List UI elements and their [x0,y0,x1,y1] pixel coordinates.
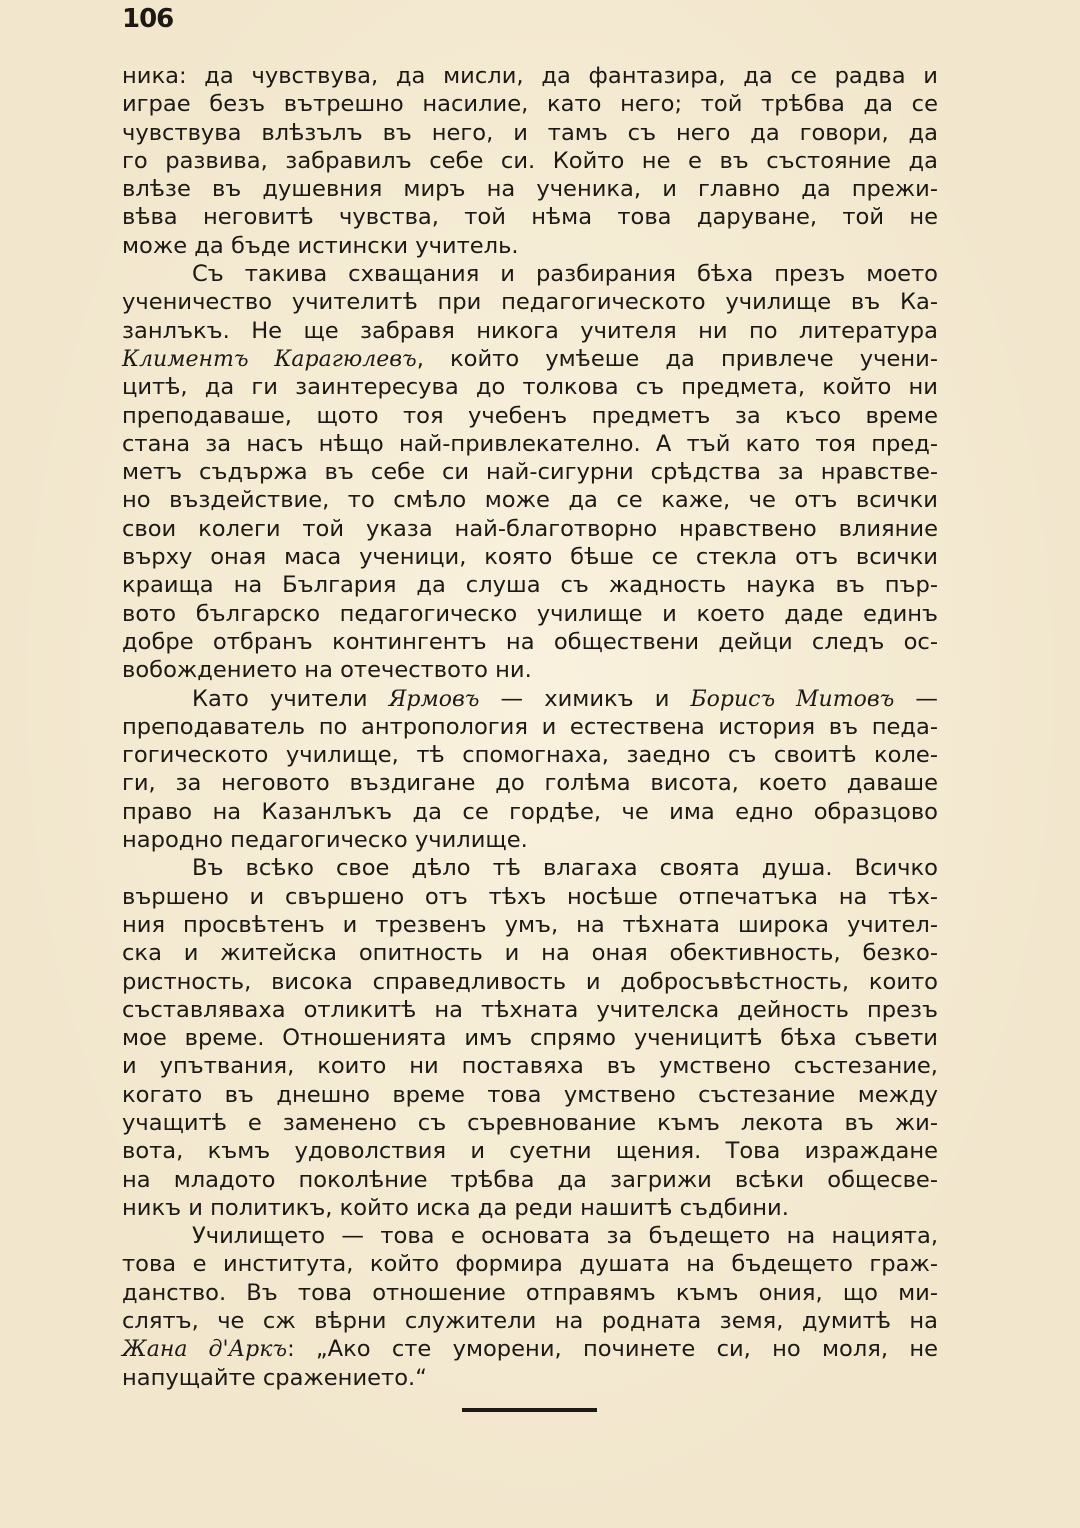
text-line: свои колеги той указа най-благотворно нравствено влияние [122,515,938,542]
text-line: слятъ, че сж вѣрни служители на родната земя, думитѣ на [122,1308,938,1335]
text-line: когато въ днешно време това умствено състезание между [122,1081,938,1108]
text-line: преподаваше, щото тоя учебенъ предметъ за късо време [122,402,938,429]
text-line: гогическото училище, тѣ спомогнаха, заедно съ своитѣ коле- [122,742,938,769]
text-line: на младото поколѣние трѣбва да загрижи всѣки общесве- [122,1166,938,1193]
text-line: стана за насъ нѣщо най-привлекателно. А тъй като тоя пред- [122,430,938,457]
text-line: съставляваха отликитѣ на тѣхната учителска дейность презъ [122,996,938,1023]
body-text [122,62,938,1392]
text-line: чувствува влѣзълъ въ него, и тамъ съ него да говори, да [122,119,938,146]
text-line: Съ такива схващания и разбирания бѣха презъ моето [192,261,938,288]
text-line: право на Казанлъкъ да се гордѣе, че има едно образцово [122,798,938,825]
text-line: Жана д'Аркъ: „Ако сте уморени, починете си, но моля, не [122,1336,938,1363]
text-line: данство. Въ това отношение отправямъ къмъ ония, що ми- [122,1279,938,1306]
paragraph [122,685,938,855]
text-line: метъ съдържа въ себе си най-сигурни срѣдства за нравстве- [122,459,938,486]
text-line: никъ и политикъ, който иска да реди нашитѣ съдбини. [122,1194,789,1221]
text-line: но въздействие, то смѣло може да се каже, че отъ всички [122,487,938,514]
text-line: мое време. Отношенията имъ спрямо ученицитѣ бѣха съвети [122,1025,938,1052]
text-line: това е института, който формира душата на бъдещето граж- [122,1251,938,1278]
text-line: вѣва неговитѣ чувства, той нѣма това даруване, той не [122,204,938,231]
text-line: играе безъ вътрешно насилие, като него; той трѣбва да се [122,91,938,118]
text-line: върху оная маса ученици, която бѣше се стекла отъ всички [122,544,938,571]
italic-name: Жана д'Аркъ [122,1337,288,1363]
paragraph [122,260,938,684]
italic-name: Климентъ Карагюлевъ [122,346,417,372]
text-line: напущайте сражението.“ [122,1364,427,1391]
text-line: вобождението на отечеството ни. [122,657,532,684]
text-line: краища на България да слуша съ жадность наука въ пър- [122,572,938,599]
text-line: вота, къмъ удоволствия и суетни щения. Това израждане [122,1138,938,1165]
text-line: вършено и свършено отъ тѣхъ носѣше отпечатъка на тѣх- [122,883,938,910]
text-line: го развива, забравилъ себе си. Който не е въ състояние да [122,147,938,174]
text-line: ска и житейска опитность и на оная обективность, безко- [122,940,938,967]
text-line: ния просвѣтенъ и трезвенъ умъ, на тѣхната широка учител- [122,911,938,938]
paragraph [122,854,938,1222]
page-number: 106 [122,4,174,34]
paragraph [122,62,938,260]
text-line: Като учители Ярмовъ — химикъ и Борисъ Митовъ — [192,685,938,712]
text-line: преподаватель по антропология и естествена история въ педа- [122,713,938,740]
text-line: ристность, висока справедливость и добросъвѣстность, които [122,968,938,995]
text-line: и упътвания, които ни поставяха въ умствено състезание, [122,1053,938,1080]
paragraph [122,1222,938,1392]
text-line: учащитѣ е заменено съ съревнование къмъ лекота въ жи- [122,1109,938,1136]
end-rule [462,1408,597,1412]
text-line: занлъкъ. Не ще забравя никога учителя ни по литература [122,317,938,344]
italic-name: Ярмовъ [388,686,480,712]
text-line: влѣзе въ душевния миръ на ученика, и главно да прежи- [122,176,938,203]
text-line: Климентъ Карагюлевъ, който умѣеше да привлече учени- [122,345,939,372]
text-line: ученичество учителитѣ при педагогическото училище въ Ка- [122,289,938,316]
text-line: вото българско педагогическо училище и което даде единъ [122,600,938,627]
text-line: ги, за неговото въздигане до голѣма висота, което даваше [122,770,938,797]
text-line: може да бъде истински учитель. [122,232,519,259]
text-line: ника: да чувствува, да мисли, да фантазира, да се радва и [122,63,938,89]
text-line: добре отбранъ контингентъ на обществени дейци следъ ос- [122,628,938,655]
text-line: Училището — това е основата за бъдещето на нацията, [192,1223,938,1250]
text-line: цитѣ, да ги заинтересува до толкова съ предмета, който ни [122,374,938,401]
italic-name: Борисъ Митовъ [690,686,895,712]
text-line: Въ всѣко свое дѣло тѣ влагаха своята душа. Всичко [192,855,938,882]
text-line: народно педагогическо училище. [122,827,528,854]
